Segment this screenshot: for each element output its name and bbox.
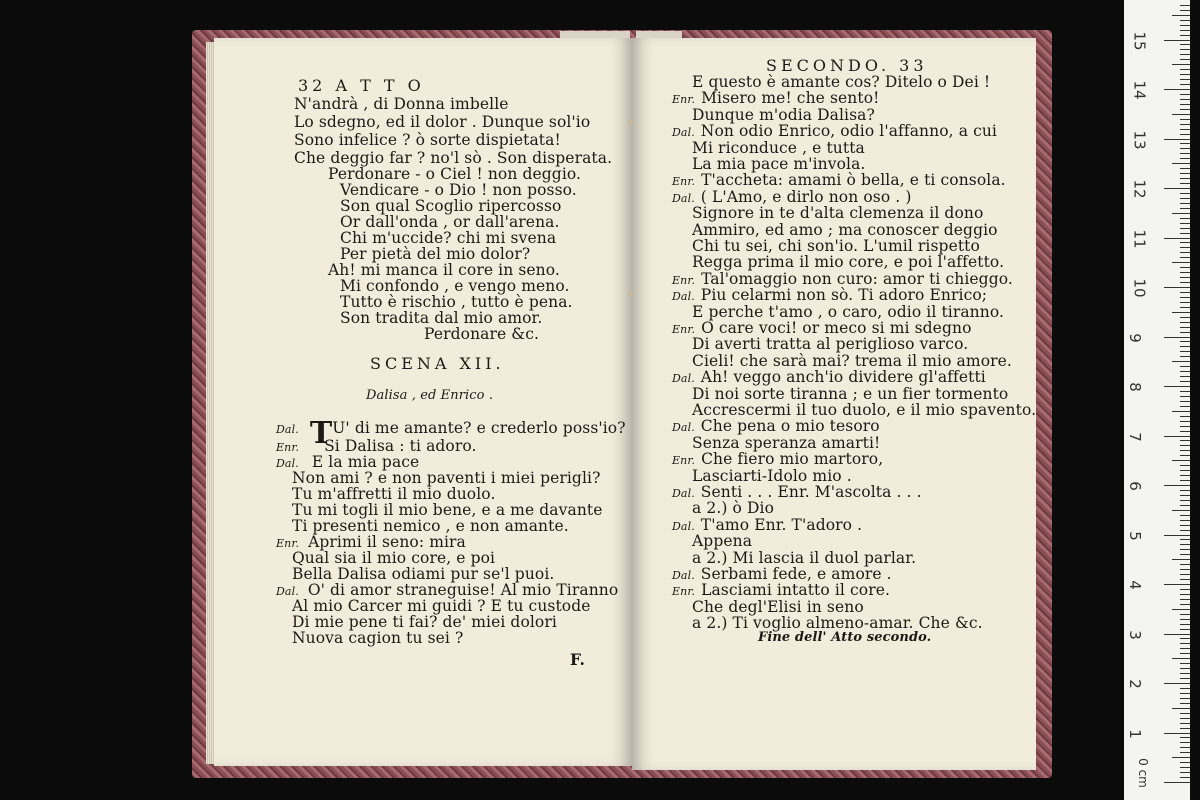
text-line: Per pietà del mio dolor? bbox=[340, 245, 531, 263]
ruler-tick bbox=[1164, 337, 1190, 338]
ruler-tick bbox=[1180, 688, 1190, 689]
ruler-tick bbox=[1180, 604, 1190, 605]
ruler-tick bbox=[1172, 213, 1190, 214]
ruler-tick bbox=[1180, 59, 1190, 60]
ruler-tick bbox=[1180, 416, 1190, 417]
ruler-tick bbox=[1180, 178, 1190, 179]
ruler-tick bbox=[1180, 762, 1190, 763]
speaker-label: Dal. bbox=[672, 126, 695, 140]
ruler-number: 14 bbox=[1130, 80, 1149, 100]
ruler-tick bbox=[1180, 728, 1190, 729]
text-line: Perdonare &c. bbox=[424, 325, 540, 343]
ruler-tick bbox=[1180, 718, 1190, 719]
ruler-tick bbox=[1164, 238, 1190, 239]
text-line: Mi confondo , e vengo meno. bbox=[340, 277, 570, 295]
ruler-tick bbox=[1180, 629, 1190, 630]
page-header: SECONDO. 33 bbox=[766, 56, 928, 75]
ruler-tick bbox=[1172, 757, 1190, 758]
text-line: Ah! mi manca il core in seno. bbox=[328, 261, 560, 279]
dialogue-line: Appena bbox=[692, 532, 753, 551]
dialogue-line: Bella Dalisa odiami pur se'l puoi. bbox=[292, 565, 555, 583]
ruler-tick bbox=[1180, 302, 1190, 303]
left-page bbox=[214, 38, 632, 766]
speaker-label: Dal. bbox=[672, 372, 695, 386]
dialogue-text: Lasciami intatto il core. bbox=[701, 581, 891, 600]
ruler-tick bbox=[1180, 20, 1190, 21]
dialogue-text: Senti . . . Enr. M'ascolta . . . bbox=[700, 483, 922, 501]
ruler-tick bbox=[1172, 114, 1190, 115]
dialogue-line: a 2.) Ti voglio almeno-amar. Che &c. bbox=[692, 614, 983, 633]
dialogue-line: Qual sia il mio core, e poi bbox=[292, 549, 496, 567]
ruler-tick bbox=[1180, 381, 1190, 382]
dialogue-line: Cieli! che sarà mai? trema il mio amore. bbox=[692, 351, 1012, 370]
dialogue-line: E perche t'amo , o caro, odio il tiranno. bbox=[692, 302, 1005, 321]
ruler-tick bbox=[1180, 648, 1190, 649]
dialogue-line: Al mio Carcer mi guidi ? E tu custode bbox=[292, 597, 591, 615]
speaker-label: Dal. bbox=[672, 290, 695, 304]
speaker-label: Dal. bbox=[672, 421, 695, 435]
ruler-tick bbox=[1180, 272, 1190, 273]
ruler-number: 6 bbox=[1125, 481, 1144, 491]
ruler-tick bbox=[1180, 594, 1190, 595]
ruler-number: 7 bbox=[1125, 431, 1144, 442]
ruler-tick bbox=[1180, 431, 1190, 432]
ruler-tick bbox=[1180, 772, 1190, 773]
speaker-label: Dal. bbox=[276, 585, 299, 598]
ruler-tick bbox=[1180, 208, 1190, 209]
ruler-number: 15 bbox=[1130, 30, 1149, 51]
ruler-tick bbox=[1180, 742, 1190, 743]
ruler-number: 8 bbox=[1125, 382, 1144, 392]
dialogue-line: Regga prima il mio core, e poi l'affetto. bbox=[692, 253, 1005, 272]
drop-cap: T bbox=[309, 416, 333, 451]
ruler-tick bbox=[1164, 287, 1190, 288]
speaker-label: Enr. bbox=[672, 454, 696, 468]
ruler-tick bbox=[1180, 292, 1190, 293]
ruler-tick bbox=[1180, 752, 1190, 753]
ruler-number: 1 bbox=[1125, 728, 1144, 739]
ruler-tick bbox=[1180, 143, 1190, 144]
text-line: Son qual Scoglio ripercosso bbox=[340, 197, 562, 215]
dialogue-text: O care voci! or meco si mi sdegno bbox=[701, 319, 972, 337]
ruler-tick bbox=[1172, 361, 1190, 362]
ruler-tick bbox=[1180, 698, 1190, 699]
ruler-number: 12 bbox=[1130, 179, 1149, 199]
dialogue-text: E la mia pace bbox=[311, 453, 420, 471]
ruler-tick bbox=[1180, 228, 1190, 229]
ruler-tick bbox=[1180, 356, 1190, 357]
ruler-tick bbox=[1180, 530, 1190, 531]
ruler-tick bbox=[1180, 589, 1190, 590]
ruler-tick bbox=[1164, 683, 1190, 684]
dialogue-line: Di noi sorte tiranna ; e un fier tormento bbox=[692, 384, 1009, 403]
ruler-tick bbox=[1180, 257, 1190, 258]
dialogue-line: Accrescermi il tuo duolo, e il mio spavento. bbox=[692, 401, 1037, 419]
ruler-tick bbox=[1180, 579, 1190, 580]
ruler-tick bbox=[1180, 678, 1190, 679]
ruler-tick bbox=[1180, 30, 1190, 31]
dialogue-text: T'accheta: amami ò bella, e ti consola. bbox=[701, 171, 1006, 190]
ruler-tick bbox=[1180, 322, 1190, 323]
dialogue-line: a 2.) ò Dio bbox=[692, 499, 775, 518]
dialogue-line: Che degl'Elisi in seno bbox=[692, 597, 864, 616]
ruler-number: 3 bbox=[1125, 629, 1144, 640]
ruler-tick bbox=[1180, 440, 1190, 441]
ruler-tick bbox=[1180, 500, 1190, 501]
ruler-tick bbox=[1180, 777, 1190, 778]
ruler-tick bbox=[1180, 148, 1190, 149]
measuring-ruler bbox=[1124, 0, 1190, 800]
text-line: Or dall'onda , or dall'arena. bbox=[340, 213, 560, 231]
ruler-tick bbox=[1164, 584, 1190, 585]
ruler-tick bbox=[1180, 366, 1190, 367]
ruler-tick bbox=[1180, 203, 1190, 204]
ruler-tick bbox=[1180, 25, 1190, 26]
ruler-tick bbox=[1172, 262, 1190, 263]
ruler-tick bbox=[1180, 569, 1190, 570]
ruler-tick bbox=[1180, 574, 1190, 575]
ruler-tick bbox=[1180, 346, 1190, 347]
ruler-tick bbox=[1180, 614, 1190, 615]
ruler-tick bbox=[1172, 64, 1190, 65]
dialogue-line: Tu m'affretti il mio duolo. bbox=[292, 485, 496, 503]
dialogue-line: Dunque m'odia Dalisa? bbox=[692, 105, 875, 124]
ruler-tick bbox=[1180, 84, 1190, 85]
ruler-tick bbox=[1180, 737, 1190, 738]
speaker-label: Dal. bbox=[672, 519, 695, 533]
ruler-tick bbox=[1180, 119, 1190, 120]
ruler-tick bbox=[1180, 426, 1190, 427]
ruler-number: 9 bbox=[1125, 332, 1144, 343]
ruler-tick bbox=[1180, 247, 1190, 248]
dialogue-line: Ti presenti nemico , e non amante. bbox=[292, 517, 569, 535]
text-line: Sono infelice ? ò sorte dispietata! bbox=[294, 131, 561, 149]
ruler-tick bbox=[1180, 49, 1190, 50]
ruler-tick bbox=[1180, 539, 1190, 540]
dialogue-text: Serbami fede, e amore . bbox=[700, 565, 892, 583]
ruler-tick bbox=[1180, 5, 1190, 6]
ruler-tick bbox=[1180, 663, 1190, 664]
ruler-tick bbox=[1180, 35, 1190, 36]
dialogue-text: Ah! veggo anch'io dividere gl'affetti bbox=[700, 368, 986, 387]
dialogue-line: Ammiro, ed amo ; ma conoscer deggio bbox=[692, 220, 998, 239]
speaker-label: Enr. bbox=[672, 93, 696, 107]
dialogue-text: Che fiero mio martoro, bbox=[701, 450, 884, 469]
ruler-tick bbox=[1164, 436, 1190, 437]
ruler-tick bbox=[1180, 624, 1190, 625]
dialogue-text: T'amo Enr. T'adoro . bbox=[700, 515, 863, 534]
ruler-tick bbox=[1180, 465, 1190, 466]
ruler-tick bbox=[1180, 396, 1190, 397]
text-line: Son tradita dal mio amor. bbox=[340, 309, 543, 327]
ruler-tick bbox=[1172, 163, 1190, 164]
ruler-tick bbox=[1180, 69, 1190, 70]
ruler-tick bbox=[1180, 480, 1190, 481]
ruler-tick bbox=[1172, 658, 1190, 659]
ruler-tick bbox=[1180, 173, 1190, 174]
ruler-tick bbox=[1180, 668, 1190, 669]
ruler-tick bbox=[1180, 74, 1190, 75]
ruler-tick bbox=[1180, 277, 1190, 278]
dialogue-line: Nuova cagion tu sei ? bbox=[292, 629, 464, 647]
ruler-tick bbox=[1180, 218, 1190, 219]
ruler-number: 5 bbox=[1125, 530, 1144, 541]
ruler-tick bbox=[1180, 767, 1190, 768]
dialogue-text: Si Dalisa : ti adoro. bbox=[324, 437, 477, 455]
speaker-label: Enr. bbox=[276, 537, 300, 550]
ruler-tick bbox=[1180, 599, 1190, 600]
ruler-tick bbox=[1164, 485, 1190, 486]
dialogue-text: ( L'Amo, e dirlo non oso . ) bbox=[700, 187, 912, 206]
ruler-tick bbox=[1180, 183, 1190, 184]
speaker-label: Dal. bbox=[672, 487, 695, 500]
dialogue-text: Piu celarmi non sò. Ti adoro Enrico; bbox=[700, 286, 988, 305]
ruler-tick bbox=[1164, 386, 1190, 387]
dialogue-text: O' di amor straneguise! Al mio Tiranno bbox=[307, 581, 619, 599]
ruler-tick bbox=[1180, 401, 1190, 402]
speaker-label: Dal. bbox=[672, 191, 695, 205]
ruler-tick bbox=[1180, 391, 1190, 392]
ruler-tick bbox=[1180, 297, 1190, 298]
ruler-number: 13 bbox=[1130, 129, 1149, 150]
text-line: Che deggio far ? no'l sò . Son disperata. bbox=[294, 149, 613, 167]
ruler-tick bbox=[1172, 312, 1190, 313]
text-line: Perdonare - o Ciel ! non deggio. bbox=[328, 165, 582, 183]
ruler-tick bbox=[1180, 723, 1190, 724]
ruler-number: 11 bbox=[1130, 228, 1149, 249]
ruler-tick bbox=[1164, 89, 1190, 90]
ruler-tick bbox=[1180, 693, 1190, 694]
ruler-tick bbox=[1180, 134, 1190, 135]
ruler-tick bbox=[1164, 782, 1190, 783]
ruler-tick bbox=[1164, 40, 1190, 41]
text-line: Tutto è rischio , tutto è pena. bbox=[340, 293, 573, 311]
ruler-tick bbox=[1180, 158, 1190, 159]
ruler-tick bbox=[1180, 470, 1190, 471]
dialogue-line: Non ami ? e non paventi i miei perigli? bbox=[292, 469, 601, 487]
speaker-label: Enr. bbox=[672, 323, 696, 336]
ruler-tick bbox=[1172, 460, 1190, 461]
ruler-tick bbox=[1180, 317, 1190, 318]
ruler-tick bbox=[1180, 44, 1190, 45]
ruler-tick bbox=[1180, 371, 1190, 372]
dialogue-text: Aprimi il seno: mira bbox=[308, 533, 466, 551]
ruler-tick bbox=[1164, 634, 1190, 635]
ruler-tick bbox=[1180, 747, 1190, 748]
ruler-unit: 0 cm bbox=[1135, 758, 1150, 788]
ruler-tick bbox=[1180, 520, 1190, 521]
ruler-tick bbox=[1180, 233, 1190, 234]
ruler-tick bbox=[1180, 406, 1190, 407]
act-end-note: Fine dell' Atto secondo. bbox=[758, 630, 932, 645]
ruler-tick bbox=[1180, 638, 1190, 639]
ruler-number: 10 bbox=[1130, 278, 1149, 298]
scene-subtitle: Dalisa , ed Enrico . bbox=[366, 388, 494, 403]
dialogue-text: Misero me! che sento! bbox=[701, 89, 880, 108]
ruler-tick bbox=[1180, 54, 1190, 55]
ruler-tick bbox=[1164, 535, 1190, 536]
ruler-tick bbox=[1180, 455, 1190, 456]
ruler-tick bbox=[1180, 79, 1190, 80]
ruler-tick bbox=[1180, 544, 1190, 545]
ruler-tick bbox=[1180, 490, 1190, 491]
ruler-tick bbox=[1180, 124, 1190, 125]
dialogue-line: Signore in te d'alta clemenza il dono bbox=[692, 204, 984, 223]
ruler-tick bbox=[1180, 505, 1190, 506]
ruler-tick bbox=[1180, 99, 1190, 100]
ruler-tick bbox=[1172, 15, 1190, 16]
scene-title: SCENA XII. bbox=[370, 354, 505, 373]
ruler-tick bbox=[1180, 307, 1190, 308]
speaker-label: Enr. bbox=[672, 585, 696, 599]
dialogue-line: La mia pace m'invola. bbox=[692, 155, 866, 173]
ruler-tick bbox=[1172, 510, 1190, 511]
ruler-tick bbox=[1164, 188, 1190, 189]
speaker-label: Enr. bbox=[672, 273, 696, 287]
ruler-tick bbox=[1180, 703, 1190, 704]
dialogue-line: E questo è amante cos? Ditelo o Dei ! bbox=[692, 73, 991, 91]
speaker-label: Enr. bbox=[276, 441, 300, 454]
ruler-tick bbox=[1180, 445, 1190, 446]
text-line: N'andrà , di Donna imbelle bbox=[294, 95, 509, 113]
ruler-tick bbox=[1180, 376, 1190, 377]
ruler-tick bbox=[1180, 267, 1190, 268]
text-line: Lo sdegno, ed il dolor . Dunque sol'io bbox=[294, 113, 591, 131]
dialogue-text: Che pena o mio tesoro bbox=[700, 417, 880, 436]
ruler-tick bbox=[1180, 673, 1190, 674]
ruler-tick bbox=[1180, 104, 1190, 105]
ruler-tick bbox=[1180, 153, 1190, 154]
dialogue-line: Di averti tratta al periglioso varco. bbox=[692, 335, 969, 354]
dialogue-text: Non odio Enrico, odio l'affanno, a cui bbox=[700, 122, 997, 141]
ruler-tick bbox=[1180, 193, 1190, 194]
text-line: Chi m'uccide? chi mi svena bbox=[340, 229, 557, 247]
ruler-tick bbox=[1172, 411, 1190, 412]
ruler-tick bbox=[1180, 10, 1190, 11]
dialogue-line: Mi riconduce , e tutta bbox=[692, 138, 865, 157]
dialogue-line: Chi tu sei, chi son'io. L'umil rispetto bbox=[692, 237, 980, 255]
ruler-tick bbox=[1180, 549, 1190, 550]
text-line: Vendicare - o Dio ! non posso. bbox=[340, 181, 577, 199]
catchword: F. bbox=[570, 650, 586, 669]
right-page bbox=[632, 38, 1036, 770]
ruler-tick bbox=[1180, 168, 1190, 169]
ruler-tick bbox=[1180, 564, 1190, 565]
ruler-tick bbox=[1180, 351, 1190, 352]
dialogue-text: Tal'omaggio non curo: amor ti chieggo. bbox=[701, 269, 1013, 288]
ruler-tick bbox=[1180, 242, 1190, 243]
ruler-tick bbox=[1180, 327, 1190, 328]
ruler-tick bbox=[1180, 643, 1190, 644]
ruler-tick bbox=[1180, 653, 1190, 654]
speaker-label: Dal. bbox=[276, 423, 299, 436]
ruler-tick bbox=[1172, 559, 1190, 560]
ruler-tick bbox=[1180, 129, 1190, 130]
ruler-tick bbox=[1180, 109, 1190, 110]
ruler-tick bbox=[1164, 139, 1190, 140]
ruler-tick bbox=[1180, 94, 1190, 95]
page-header: 32 A T T O bbox=[298, 76, 425, 95]
ruler-tick bbox=[1180, 554, 1190, 555]
speaker-label: Dal. bbox=[672, 569, 695, 582]
ruler-tick bbox=[1180, 619, 1190, 620]
ruler-tick bbox=[1180, 515, 1190, 516]
ruler-tick bbox=[1180, 525, 1190, 526]
dialogue-line: Lasciarti-Idolo mio . bbox=[692, 466, 852, 485]
ruler-tick bbox=[1172, 708, 1190, 709]
ruler-tick bbox=[1180, 282, 1190, 283]
ruler-tick bbox=[1180, 252, 1190, 253]
speaker-label: Enr. bbox=[672, 175, 696, 189]
speaker-label: Dal. bbox=[276, 457, 299, 470]
ruler-tick bbox=[1180, 198, 1190, 199]
ruler-tick bbox=[1180, 713, 1190, 714]
ruler-tick bbox=[1180, 450, 1190, 451]
dialogue-line: Senza speranza amarti! bbox=[692, 433, 881, 452]
ruler-tick bbox=[1180, 475, 1190, 476]
ruler-tick bbox=[1180, 341, 1190, 342]
ruler-tick bbox=[1180, 332, 1190, 333]
ruler-tick bbox=[1164, 733, 1190, 734]
ruler-number: 2 bbox=[1125, 679, 1144, 689]
ruler-tick bbox=[1180, 421, 1190, 422]
dialogue-line: a 2.) Mi lascia il duol parlar. bbox=[692, 548, 917, 567]
dialogue-line: Tu mi togli il mio bene, e a me davante bbox=[292, 501, 603, 519]
ruler-tick bbox=[1180, 223, 1190, 224]
ruler-tick bbox=[1180, 495, 1190, 496]
dialogue-line: Di mie pene ti fai? de' miei dolori bbox=[292, 613, 557, 631]
ruler-number: 4 bbox=[1125, 580, 1144, 590]
ruler-tick bbox=[1172, 609, 1190, 610]
dialogue-text: U' di me amante? e crederlo poss'io? bbox=[332, 419, 626, 437]
